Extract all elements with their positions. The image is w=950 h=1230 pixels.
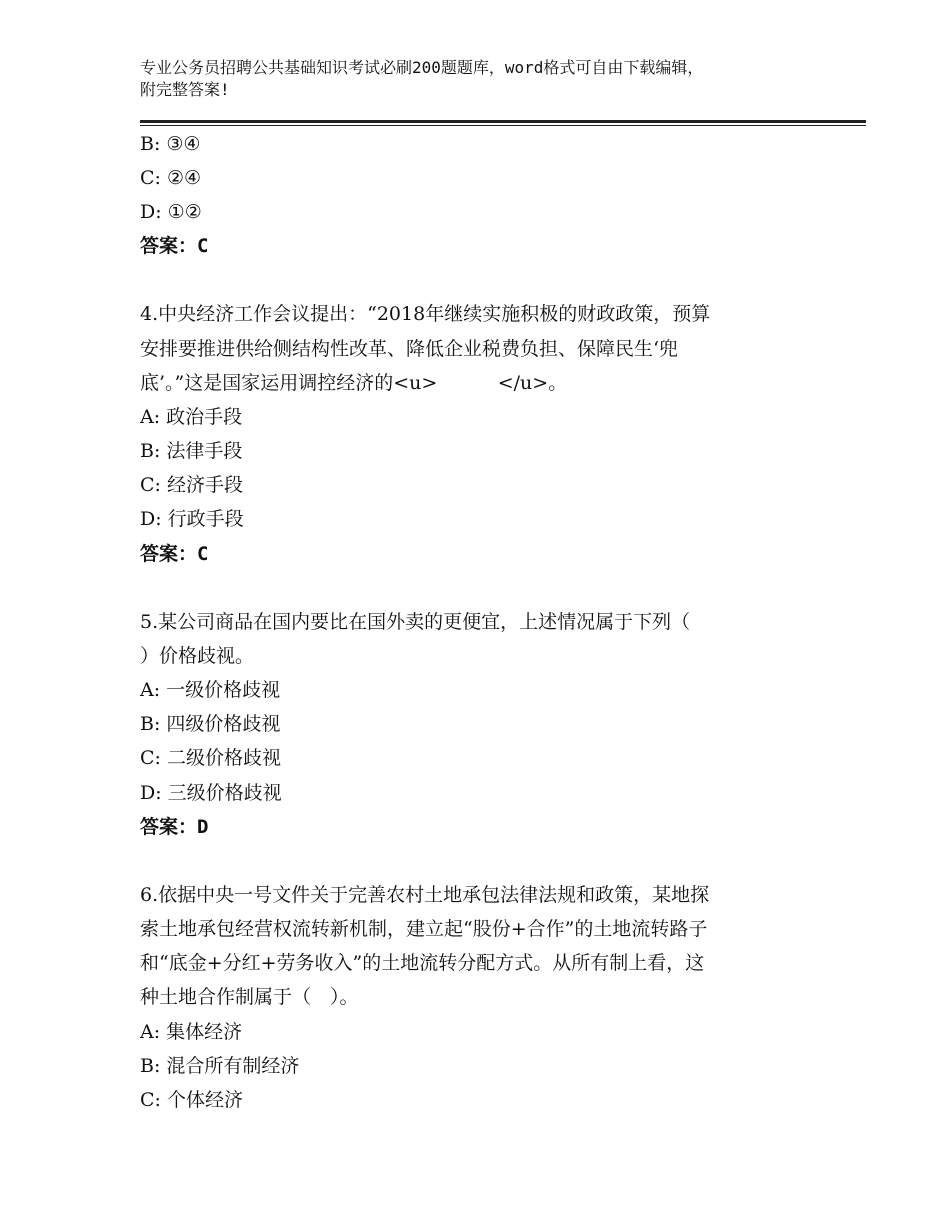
q4-option-a: A: 政治手段 <box>140 406 243 428</box>
document-header <box>140 57 840 101</box>
q6-stem-line-1: 6.依据中央一号文件关于完善农村土地承包法律法规和政策，某地探 <box>140 884 710 906</box>
q6-option-c: C: 个体经济 <box>140 1089 243 1111</box>
q6-stem-line-2: 索土地承包经营权流转新机制，建立起“股份+合作”的土地流转路子 <box>140 918 708 940</box>
q4-answer: 答案：C <box>140 543 209 565</box>
q5-option-a: A: 一级价格歧视 <box>140 679 281 701</box>
q4-option-b: B: 法律手段 <box>140 440 243 462</box>
q3-answer: 答案：C <box>140 235 209 257</box>
q4-stem-line-1: 4.中央经济工作会议提出：“2018年继续实施积极的财政政策，预算 <box>140 303 711 325</box>
q6-option-a: A: 集体经济 <box>140 1021 243 1043</box>
q5-answer: 答案：D <box>140 816 209 838</box>
q3-option-c: C: ②④ <box>140 167 202 189</box>
header-divider-thin <box>140 125 866 126</box>
header-line-2: 附完整答案! <box>140 80 230 99</box>
q5-option-d: D: 三级价格歧视 <box>140 782 282 804</box>
q5-stem-line-1: 5.某公司商品在国内要比在国外卖的更便宜，上述情况属于下列（ <box>140 611 691 633</box>
q5-stem-line-2: ）价格歧视。 <box>140 645 255 667</box>
q5-option-c: C: 二级价格歧视 <box>140 747 281 769</box>
q3-option-d: D: ①② <box>140 201 202 223</box>
q5-option-b: B: 四级价格歧视 <box>140 713 281 735</box>
header-divider-thick <box>140 120 866 123</box>
header-line-1: 专业公务员招聘公共基础知识考试必刷200题题库，word格式可自由下载编辑， <box>140 58 704 77</box>
q6-stem-line-3: 和“底金+分红+劳务收入”的土地流转分配方式。从所有制上看，这 <box>140 952 705 974</box>
q4-option-d: D: 行政手段 <box>140 508 244 530</box>
q6-option-b: B: 混合所有制经济 <box>140 1055 300 1077</box>
q3-option-b: B: ③④ <box>140 133 201 155</box>
q6-stem-line-4: 种土地合作制属于（ ）。 <box>140 986 359 1008</box>
q4-stem-line-2: 安排要推进供给侧结构性改革、降低企业税费负担、保障民生‘兜 <box>140 338 679 360</box>
q4-stem-line-3: 底’。”这是国家运用调控经济的<u> </u>。 <box>140 372 568 394</box>
q4-option-c: C: 经济手段 <box>140 474 243 496</box>
